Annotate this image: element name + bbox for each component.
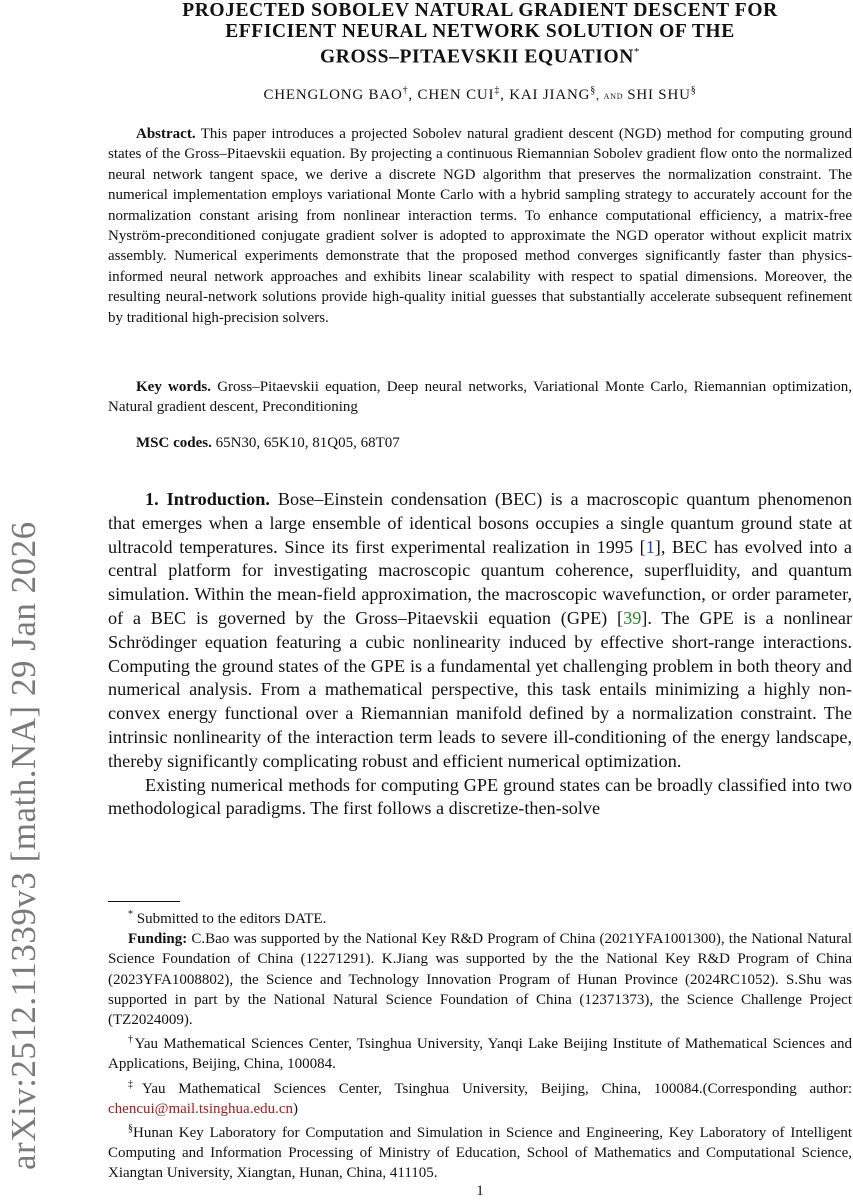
intro-paragraph (108, 488, 852, 774)
msc-text: 65N30, 65K10, 81Q05, 68T07 (215, 435, 400, 451)
footnote-mark: * (128, 909, 133, 920)
footnote-text: Yau Mathematical Sciences Center, Tsinghua University, Yanqi Lake Beijing Institute of Mathematical Sciences and Applications, Beijing, China, 100084. (108, 1036, 853, 1073)
funding-label: Funding: (128, 931, 188, 948)
footnote-affiliation-section (108, 1119, 852, 1184)
author-affiliation-mark: § (690, 85, 697, 96)
section-heading: 1. Introduction. (145, 489, 270, 509)
email-link[interactable]: chencui@mail.tsinghua.edu.cn (108, 1100, 294, 1117)
footnote-funding (108, 929, 852, 1030)
footnote-divider (108, 901, 180, 902)
author-name: SHI SHU (627, 87, 691, 103)
keywords (108, 377, 852, 418)
title-line: PROJECTED SOBOLEV NATURAL GRADIENT DESCENT FOR (182, 0, 778, 21)
footnote-affiliation-ddagger (108, 1075, 852, 1119)
footnote-text: Submitted to the editors DATE. (136, 911, 327, 927)
title-line-text: GROSS–PITAEVSKII EQUATION (320, 46, 634, 68)
title-line: EFFICIENT NEURAL NETWORK SOLUTION OF THE (225, 21, 735, 42)
title-footnote-mark: * (633, 46, 640, 58)
msc-codes (108, 433, 852, 453)
footnote-mark: † (128, 1034, 135, 1046)
intro-paragraph: Existing numerical methods for computing GPE ground states can be broadly classified into two methodological paradigms. The first follows a discretize-then-solve (108, 774, 852, 819)
funding-text: C.Bao was supported by the National Key R&D Program of China (2021YFA1001300), the National Natural Science Foundation of China (12271291). K.Jiang was supported by the the National Key R&D Program of China (2023YFA1008802), the Science and Technology Innovation Program of Hunan Province (2024RC1052). S.Shu was supported in part by the National Natural Science Foundation of China (12371373), the Science Challenge Project (TZ2024009). (108, 931, 852, 1029)
intro-text: Bose–Einstein condensation (BEC) is a macroscopic quantum phenomenon that emerges when a large ensemble of identical bosons occupies a single quantum ground state at ultracold temperatures. Since its first experimental realization in 1995 [ (108, 489, 852, 557)
footnote-affiliation-dagger (108, 1030, 852, 1074)
author-name: KAI JIANG (509, 87, 591, 103)
intro-text: ], BEC has evolved into a central platform for investigating macroscopic quantum coherence, superfluidity, and quantum simulation. Within the mean-field approximation, the macroscopic wavefunction, or order parameter, of a BEC is governed by the Gross–Pitaevskii equation (GPE) [ (108, 536, 852, 628)
introduction-section (108, 488, 852, 821)
footnote-text: ) (293, 1100, 299, 1117)
abstract-label: Abstract. (136, 126, 196, 142)
citation-link[interactable]: 39 (623, 607, 642, 628)
author-separator: , and (596, 88, 628, 102)
citation-link[interactable]: 1 (645, 536, 655, 557)
author-list (108, 85, 852, 104)
author-affiliation-mark: § (590, 85, 597, 96)
footnote-mark: ‡ (128, 1078, 143, 1090)
intro-text: ]. The GPE is a nonlinear Schrödinger equation featuring a cubic nonlinearity induced by effective short-range interactions. Computing the ground states of the GPE is a fundamental yet challenging problem in both theory and numerical analysis. From a mathematical perspective, this task entails minimizing a highly non-convex energy functional over a Riemannian manifold defined by a normalization constraint. The intrinsic nonlinearity of the interaction term leads to severe ill-conditioning of the energy landscape, thereby significantly complicating robust and efficient numerical optimization. (108, 607, 853, 771)
footnotes (108, 905, 852, 1184)
author-affiliation-mark: † (402, 85, 409, 96)
author-affiliation-mark: ‡ (494, 85, 501, 96)
author-separator: , (500, 87, 510, 103)
author-name: CHEN CUI (417, 87, 495, 103)
footnote-text: Yau Mathematical Sciences Center, Tsinghua University, Beijing, China, 100084.(Corresponding author: (142, 1080, 853, 1097)
keywords-text: Gross–Pitaevskii equation, Deep neural networks, Variational Monte Carlo, Riemannian optimization, Natural gradient descent, Preconditioning (108, 379, 853, 416)
author-name: CHENGLONG BAO (263, 87, 403, 103)
page-number: 1 (476, 1183, 484, 1199)
author-separator: , (408, 87, 418, 103)
msc-label: MSC codes. (136, 435, 212, 451)
arxiv-identifier-stamp: arXiv:2512.11339v3 [math.NA] 29 Jan 2026 (4, 521, 43, 1170)
abstract (108, 124, 852, 328)
footnote-mark: § (128, 1123, 133, 1135)
keywords-label: Key words. (136, 379, 211, 395)
paper-title (108, 0, 852, 68)
abstract-text: This paper introduces a projected Sobolev natural gradient descent (NGD) method for computing ground states of the Gross–Pitaevskii equation. By projecting a continuous Riemannian Sobolev gradient flow onto the normalized neural network tangent space, we derive a discrete NGD algorithm that preserves the normalization constraint. The numerical implementation employs variational Monte Carlo with a hybrid sampling strategy to accurately account for the normalization constant arising from nonlinear interaction terms. To enhance computational efficiency, a matrix-free Nyström-preconditioned conjugate gradient solver is adopted to approximate the NGD operator without explicit matrix assembly. Numerical experiments demonstrate that the proposed method converges significantly faster than physics-informed neural network approaches and exhibits linear scalability with respect to spatial dimensions. Moreover, the resulting neural-network solutions provide high-quality initial guesses that substantially accelerate subsequent refinement by traditional high-precision solvers. (108, 126, 853, 326)
footnote-submitted (108, 905, 852, 929)
title-line (108, 42, 852, 68)
footnote-text: Hunan Key Laboratory for Computation and Simulation in Science and Engineering, Key Laboratory of Intelligent Computing and Information Processing of Ministry of Education, School of Mathematics and Computational Science, Xiangtan University, Xiangtan, Hunan, China, 411105. (108, 1125, 852, 1182)
